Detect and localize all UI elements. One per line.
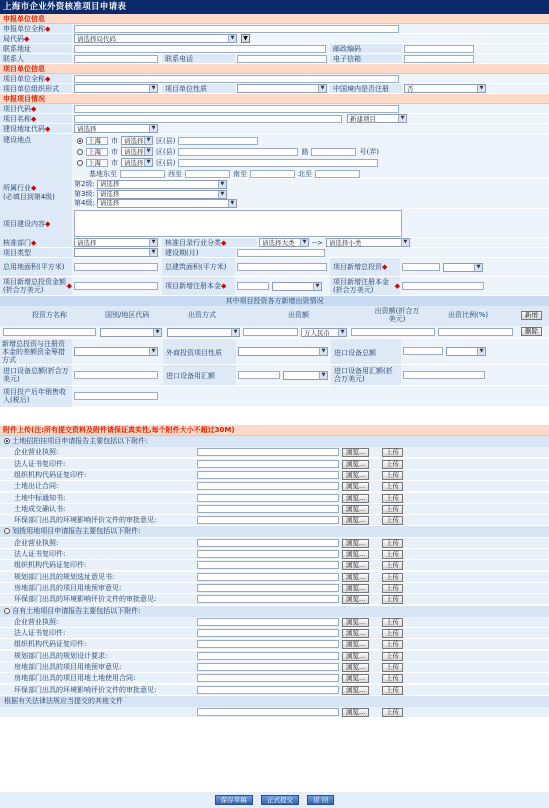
attach-item-label: 法人证书复印件: bbox=[14, 550, 66, 558]
attach-group-radio[interactable] bbox=[4, 438, 10, 444]
attach-row bbox=[0, 560, 549, 571]
attach-item-label: 组织机构代码证复印件: bbox=[14, 470, 87, 479]
attach-row bbox=[0, 707, 549, 718]
investor-name-input[interactable] bbox=[3, 328, 96, 336]
upload-button[interactable]: 上传 bbox=[382, 482, 403, 491]
import-usd-input[interactable] bbox=[74, 371, 158, 379]
file-path-input[interactable] bbox=[197, 595, 339, 603]
file-path-input[interactable] bbox=[197, 550, 339, 558]
west-input[interactable] bbox=[185, 170, 230, 178]
file-path-input[interactable] bbox=[197, 629, 339, 637]
browse-button[interactable]: 浏览... bbox=[342, 494, 369, 503]
ratio-input[interactable] bbox=[438, 328, 513, 336]
industry-level2-select[interactable]: 请选择 ▼ bbox=[97, 180, 227, 189]
browse-button[interactable]: 浏览... bbox=[342, 595, 369, 604]
bureau-code-picker-button[interactable]: ▼ bbox=[243, 34, 248, 42]
attach-item-label: 规划部门出具的规划选址意见书: bbox=[14, 572, 115, 581]
file-path-input[interactable] bbox=[197, 663, 339, 671]
finance-select[interactable] bbox=[74, 347, 158, 356]
browse-button[interactable]: 浏览... bbox=[342, 629, 369, 638]
period-input[interactable] bbox=[237, 249, 325, 257]
catalog-big-select[interactable]: 请选择大类 ▼ bbox=[259, 238, 309, 247]
attach-group-title: 划拨用地项目申请报告主要包括以下附件: bbox=[0, 526, 549, 537]
upload-button[interactable]: 上传 bbox=[382, 505, 403, 514]
land-input[interactable] bbox=[74, 263, 158, 271]
email-input[interactable] bbox=[404, 55, 474, 63]
revenue-label: 项目投产后年销售收入(税后) bbox=[0, 386, 72, 407]
unit-nature-label: 项目单位性质 bbox=[162, 84, 235, 93]
attach-note: 附件上传(注:所有提交资料及附件请保证真实性,每个附件大小不超过30M) bbox=[0, 425, 549, 436]
bureau-code-label: 局代码 bbox=[3, 34, 24, 43]
foreign-label: 外商投资项目性质 bbox=[163, 339, 236, 365]
browse-button[interactable]: 浏览... bbox=[342, 460, 369, 469]
type-label: 项目类型 bbox=[0, 248, 72, 257]
finance-label: 新增总投资与注册资本金的差额资金筹措方式 bbox=[0, 339, 72, 365]
industry-level3-select[interactable]: 请选择 ▼ bbox=[97, 190, 227, 199]
east-input[interactable] bbox=[120, 170, 165, 178]
browse-button[interactable]: 浏览... bbox=[342, 640, 369, 649]
unit-name-label: 项目单位全称 bbox=[3, 74, 45, 83]
amount-input[interactable] bbox=[243, 328, 298, 336]
attachments-area bbox=[0, 436, 549, 726]
catalog-label: 核准目录行业分类 bbox=[165, 238, 221, 247]
file-path-input[interactable] bbox=[197, 618, 339, 626]
attach-item-label: 规划部门出具的规划设计要求: bbox=[14, 651, 108, 660]
country-select[interactable] bbox=[100, 328, 162, 337]
project-code-input[interactable] bbox=[74, 105, 399, 113]
file-path-input[interactable] bbox=[197, 708, 339, 716]
upload-button[interactable]: 上传 bbox=[382, 494, 403, 503]
delete-investor-button[interactable]: 删除 bbox=[521, 327, 542, 336]
attach-item-label: 房地部门出具的项目用地预审意见: bbox=[14, 583, 122, 592]
attach-item-label: 法人证书复印件: bbox=[14, 629, 66, 638]
upload-button[interactable]: 上传 bbox=[382, 708, 403, 717]
foreign-select[interactable] bbox=[238, 347, 328, 356]
upload-button[interactable]: 上传 bbox=[382, 595, 403, 604]
chevron-down-icon: ▼ bbox=[300, 239, 308, 246]
chevron-down-icon: ▼ bbox=[338, 329, 346, 336]
add-investor-button[interactable]: 新增 bbox=[521, 311, 542, 320]
back-button[interactable]: 返 回 bbox=[307, 795, 334, 805]
browse-button[interactable]: 浏览... bbox=[342, 550, 369, 559]
invest-total-label: 项目新增总投资金额(折合万美元) bbox=[3, 278, 66, 294]
attach-group-radio[interactable] bbox=[4, 608, 10, 614]
period-label: 建设期(月) bbox=[162, 248, 235, 257]
chevron-down-icon: ▼ bbox=[218, 191, 226, 198]
upload-button[interactable]: 上传 bbox=[382, 460, 403, 469]
chevron-down-icon: ▼ bbox=[144, 159, 152, 166]
land-label: 总用地面积(平方米) bbox=[0, 258, 72, 276]
attach-row bbox=[0, 459, 549, 470]
browse-button[interactable]: 浏览... bbox=[342, 448, 369, 457]
attach-item-label: 土地出让合同: bbox=[14, 482, 59, 491]
chevron-down-icon: ▼ bbox=[228, 35, 236, 42]
attach-row bbox=[0, 572, 549, 583]
browse-button[interactable]: 浏览... bbox=[342, 573, 369, 582]
attach-item-label: 土地成交确认书: bbox=[14, 504, 66, 513]
section-project-unit: 项目单位信息 bbox=[0, 64, 549, 74]
import-total-label: 进口设备总额 bbox=[331, 339, 401, 365]
district-select-1[interactable]: 请选择 ▼ bbox=[121, 136, 153, 145]
file-path-input[interactable] bbox=[197, 494, 339, 502]
attach-item-label: 企业营业执照: bbox=[14, 617, 59, 626]
number-input[interactable] bbox=[311, 148, 356, 156]
chevron-down-icon: ▼ bbox=[401, 239, 409, 246]
address-label: 联系地址 bbox=[0, 44, 72, 53]
capital-currency-select[interactable] bbox=[272, 282, 322, 291]
project-kind-select[interactable]: 新建项目 ▼ bbox=[347, 114, 407, 123]
attach-row bbox=[0, 628, 549, 639]
browse-button[interactable]: 浏览... bbox=[342, 618, 369, 627]
attach-row bbox=[0, 662, 549, 673]
unit-org-select[interactable] bbox=[74, 84, 158, 93]
browse-button[interactable]: 浏览... bbox=[342, 686, 369, 695]
attach-item-label: 环保部门出具的环境影响评价文件的审批意见: bbox=[14, 685, 157, 694]
content-label: 项目建设内容 bbox=[3, 220, 45, 228]
attach-row bbox=[0, 639, 549, 650]
district-code-select[interactable]: 请选择 ▼ bbox=[74, 124, 158, 133]
currency-select[interactable]: 万人民币 ▼ bbox=[301, 328, 347, 337]
project-code-label: 项目代码 bbox=[3, 104, 31, 113]
other-files-label: 根据有关法律法规应当提交的其他文件 bbox=[0, 696, 549, 707]
browse-button[interactable]: 浏览... bbox=[342, 561, 369, 570]
attach-row bbox=[0, 617, 549, 628]
unit-listed-label: 中国境内是否注册 bbox=[330, 84, 402, 93]
chevron-down-icon: ▼ bbox=[477, 85, 485, 92]
industry-block: 所属行业◆ (必填目到第4级) 第2级: 请选择 ▼ 第3级: 请选择 ▼ 第4级: 请选择 ▼ bbox=[0, 179, 549, 209]
save-draft-button[interactable]: 保存草稿 bbox=[215, 795, 253, 805]
upload-button[interactable]: 上传 bbox=[382, 640, 403, 649]
revenue-input[interactable] bbox=[74, 392, 158, 400]
import-fx-usd-label: 进口设备用汇额(折合万美元) bbox=[331, 365, 401, 386]
file-path-input[interactable] bbox=[197, 640, 339, 648]
upload-button[interactable]: 上传 bbox=[382, 471, 403, 480]
unit-name-input[interactable] bbox=[74, 75, 399, 83]
applicant-name-input[interactable] bbox=[74, 25, 399, 33]
road-input[interactable] bbox=[178, 148, 298, 156]
unit-listed-select[interactable]: 否 ▼ bbox=[404, 84, 486, 93]
phone-input[interactable] bbox=[237, 55, 327, 63]
file-path-input[interactable] bbox=[197, 674, 339, 682]
upload-button[interactable]: 上传 bbox=[382, 573, 403, 582]
browse-button[interactable]: 浏览... bbox=[342, 471, 369, 480]
industry-label: 所属行业 bbox=[3, 184, 31, 192]
upload-button[interactable]: 上传 bbox=[382, 448, 403, 457]
postcode-input[interactable] bbox=[404, 45, 474, 53]
browse-button[interactable]: 浏览... bbox=[342, 584, 369, 593]
capital-usd-input[interactable] bbox=[402, 282, 484, 290]
location-type-1-radio[interactable] bbox=[77, 138, 83, 144]
phone-label: 联系电话 bbox=[162, 54, 235, 63]
type-select[interactable] bbox=[74, 248, 158, 257]
location-detail-3[interactable] bbox=[178, 159, 378, 167]
attach-row bbox=[0, 583, 549, 594]
browse-button[interactable]: 浏览... bbox=[342, 516, 369, 525]
browse-button[interactable]: 浏览... bbox=[342, 708, 369, 717]
industry-note: (必填目到第4级) bbox=[3, 193, 55, 201]
import-fx-usd-input[interactable] bbox=[403, 371, 485, 379]
import-currency-select[interactable] bbox=[446, 347, 486, 356]
invest-currency-select[interactable] bbox=[443, 263, 483, 272]
chevron-down-icon: ▼ bbox=[149, 85, 157, 92]
file-path-input[interactable] bbox=[197, 652, 339, 660]
bureau-code-select[interactable]: 请选择局代码 ▼ bbox=[74, 34, 237, 43]
investor-row bbox=[0, 326, 549, 338]
invest-label: 项目新增总投资 bbox=[333, 263, 382, 271]
file-path-input[interactable] bbox=[197, 539, 339, 547]
capital-input[interactable] bbox=[237, 282, 269, 290]
city-field[interactable]: 上海 bbox=[86, 137, 108, 145]
country-header: 国别/地区代码 bbox=[105, 311, 150, 319]
chevron-down-icon: ▼ bbox=[228, 200, 236, 207]
chevron-down-icon: ▼ bbox=[319, 348, 327, 355]
file-path-input[interactable] bbox=[197, 516, 339, 524]
file-path-input[interactable] bbox=[197, 573, 339, 581]
chevron-down-icon: ▼ bbox=[149, 239, 157, 246]
chevron-down-icon: ▼ bbox=[398, 115, 406, 122]
upload-button[interactable]: 上传 bbox=[382, 674, 403, 683]
dept-select[interactable]: 请选择 ▼ bbox=[74, 238, 158, 247]
upload-button[interactable]: 上传 bbox=[382, 539, 403, 548]
attach-item-label: 企业营业执照: bbox=[14, 538, 59, 547]
chevron-down-icon: ▼ bbox=[313, 283, 321, 290]
import-fx-currency-select[interactable] bbox=[283, 371, 328, 380]
attach-row bbox=[0, 549, 549, 560]
attach-row bbox=[0, 493, 549, 504]
investor-name-header: 投资方名称 bbox=[32, 311, 67, 319]
capital-usd-label: 项目新增注册本金(折合万美元) bbox=[333, 278, 389, 294]
browse-button[interactable]: 浏览... bbox=[342, 539, 369, 548]
chevron-down-icon: ▼ bbox=[318, 85, 326, 92]
upload-button[interactable]: 上传 bbox=[382, 516, 403, 525]
method-select[interactable] bbox=[167, 328, 240, 337]
attach-item-label: 房地部门出具的项目用地土地使用合同: bbox=[14, 674, 136, 683]
attach-item-label: 组织机构代码证复印件: bbox=[14, 561, 87, 570]
attach-row bbox=[0, 470, 549, 481]
submit-button[interactable]: 正式提交 bbox=[261, 795, 299, 805]
browse-button[interactable]: 浏览... bbox=[342, 482, 369, 491]
file-path-input[interactable] bbox=[197, 448, 339, 456]
import-fx-input[interactable] bbox=[238, 371, 280, 379]
attach-row bbox=[0, 515, 549, 526]
district-select-2[interactable]: 请选择 ▼ bbox=[121, 147, 153, 156]
browse-button[interactable]: 浏览... bbox=[342, 652, 369, 661]
chevron-down-icon: ▼ bbox=[149, 348, 157, 355]
section-project: 申报项目情况 bbox=[0, 94, 549, 104]
email-label: 电子信箱 bbox=[330, 54, 402, 63]
upload-button[interactable]: 上传 bbox=[382, 686, 403, 695]
capital-label: 项目新增注册本金 bbox=[165, 282, 221, 290]
chevron-down-icon: ▼ bbox=[477, 348, 485, 355]
building-label: 总建筑面积(平方米) bbox=[162, 258, 235, 276]
location-detail-1[interactable] bbox=[178, 137, 258, 145]
unit-org-label: 项目单位组织形式 bbox=[0, 84, 72, 93]
attach-row bbox=[0, 447, 549, 458]
address-input[interactable] bbox=[74, 45, 326, 53]
attach-item-label: 企业营业执照: bbox=[14, 448, 59, 457]
import-usd-label: 进口设备总额(折合万美元) bbox=[0, 365, 72, 386]
footer-bar bbox=[0, 792, 549, 808]
arrow-icon: --> bbox=[312, 238, 323, 247]
upload-button[interactable]: 上传 bbox=[382, 629, 403, 638]
attach-item-label: 环保部门出具的环境影响评价文件的审批意见: bbox=[14, 516, 157, 525]
attach-row bbox=[0, 538, 549, 549]
method-header: 出资方式 bbox=[188, 311, 216, 319]
amount-usd-header: 出资额(折合万美元) bbox=[374, 307, 420, 323]
chevron-down-icon: ▼ bbox=[319, 372, 327, 379]
chevron-down-icon: ▼ bbox=[144, 148, 152, 155]
chevron-down-icon: ▼ bbox=[149, 249, 157, 256]
invest-total-input[interactable] bbox=[74, 282, 158, 290]
industry-level4-select[interactable]: 请选择 ▼ bbox=[97, 199, 237, 208]
contact-label: 联系人 bbox=[0, 54, 72, 63]
location-type-2-radio[interactable] bbox=[77, 149, 83, 155]
ratio-header: 出资比例(%) bbox=[448, 311, 489, 319]
chevron-down-icon: ▼ bbox=[474, 264, 482, 271]
district-select-3[interactable]: 请选择 ▼ bbox=[121, 158, 153, 167]
location-block: 建设地点 上海 市 请选择 ▼ 区(县) 上海 市 请选择 ▼ 区(县) 路 号(弄) 上海 市 请选择 ▼ 区(县) 基地东至 西至 南至 北至 bbox=[0, 134, 549, 179]
invest-input[interactable] bbox=[402, 263, 440, 271]
south-input[interactable] bbox=[250, 170, 295, 178]
district-code-label: 建设地址代码 bbox=[3, 124, 45, 133]
attach-row bbox=[0, 481, 549, 492]
chevron-down-icon: ▼ bbox=[218, 181, 226, 188]
file-path-input[interactable] bbox=[197, 482, 339, 490]
attach-group-title: 自有土地项目申请报告主要包括以下附件: bbox=[0, 606, 549, 617]
project-name-label: 项目名称 bbox=[3, 114, 31, 123]
attach-group-title: 土地招拍挂项目申请报告主要包括以下附件: bbox=[0, 436, 549, 447]
location-label: 建设地点 bbox=[0, 134, 72, 179]
attach-item-label: 土地中标通知书: bbox=[14, 493, 66, 502]
attach-row bbox=[0, 594, 549, 605]
content-textarea[interactable] bbox=[74, 210, 402, 237]
attach-row bbox=[0, 651, 549, 662]
file-path-input[interactable] bbox=[197, 686, 339, 694]
north-input[interactable] bbox=[315, 170, 360, 178]
catalog-small-select[interactable]: 请选择小类 ▼ bbox=[326, 238, 410, 247]
attach-item-label: 组织机构代码证复印件: bbox=[14, 640, 87, 649]
chevron-down-icon: ▼ bbox=[144, 137, 152, 144]
applicant-name-label: 申报单位全称 bbox=[3, 24, 45, 33]
import-total-input[interactable] bbox=[403, 347, 443, 355]
dept-label: 核准部门 bbox=[3, 238, 31, 247]
browse-button[interactable]: 浏览... bbox=[342, 505, 369, 514]
investors-title: 其中项目投资各方新增出资情况 bbox=[0, 296, 549, 306]
chevron-down-icon: ▼ bbox=[231, 329, 239, 336]
attach-row bbox=[0, 673, 549, 684]
attach-row bbox=[0, 685, 549, 696]
postcode-label: 邮政编码 bbox=[330, 44, 402, 53]
chevron-down-icon: ▼ bbox=[149, 125, 157, 132]
browse-button[interactable]: 浏览... bbox=[342, 674, 369, 683]
attach-item-label: 房地部门出具的项目用地预审意见: bbox=[14, 663, 122, 671]
file-path-input[interactable] bbox=[197, 584, 339, 592]
contact-input[interactable] bbox=[74, 55, 158, 63]
chevron-down-icon: ▼ bbox=[153, 329, 161, 336]
file-path-input[interactable] bbox=[197, 561, 339, 569]
attach-item-label: 法人证书复印件: bbox=[14, 459, 66, 468]
upload-button[interactable]: 上传 bbox=[382, 561, 403, 570]
page-title: 上海市企业外资核准项目申请表 bbox=[0, 0, 549, 14]
attach-group-radio[interactable] bbox=[4, 528, 10, 534]
attach-row bbox=[0, 504, 549, 515]
upload-button[interactable]: 上传 bbox=[382, 618, 403, 627]
project-name-input[interactable] bbox=[74, 115, 342, 123]
amount-header: 出资额 bbox=[288, 311, 309, 319]
import-fx-label: 进口设备用汇额 bbox=[163, 365, 236, 386]
investor-header-row bbox=[0, 306, 549, 326]
browse-button[interactable]: 浏览... bbox=[342, 663, 369, 672]
file-path-input[interactable] bbox=[197, 505, 339, 513]
attach-item-label: 环保部门出具的环境影响评价文件的审批意见: bbox=[14, 595, 157, 604]
file-path-input[interactable] bbox=[197, 471, 339, 479]
file-path-input[interactable] bbox=[197, 460, 339, 468]
upload-button[interactable]: 上传 bbox=[382, 652, 403, 661]
upload-button[interactable]: 上传 bbox=[382, 663, 403, 672]
location-type-3-radio[interactable] bbox=[77, 160, 83, 166]
amount-usd-input[interactable] bbox=[351, 328, 435, 336]
section-applicant: 申报单位信息 bbox=[0, 14, 549, 24]
upload-button[interactable]: 上传 bbox=[382, 550, 403, 559]
upload-button[interactable]: 上传 bbox=[382, 584, 403, 593]
building-input[interactable] bbox=[237, 263, 327, 271]
unit-nature-select[interactable] bbox=[237, 84, 327, 93]
